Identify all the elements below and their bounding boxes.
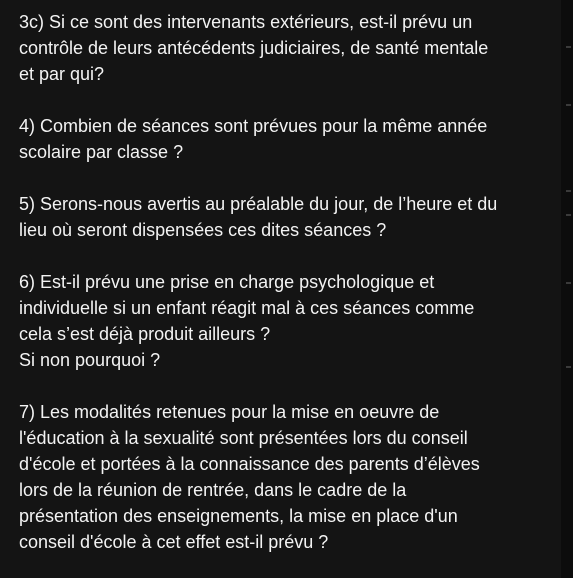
text-line: Si non pourquoi ? bbox=[19, 350, 161, 370]
question-7 bbox=[19, 399, 554, 555]
edge-mark bbox=[566, 214, 571, 216]
question-5 bbox=[19, 191, 554, 243]
edge-mark bbox=[566, 104, 571, 106]
text-line: contrôle de leurs antécédents judiciaires, de santé mentale bbox=[19, 38, 489, 58]
edge-mark bbox=[566, 282, 571, 284]
edge-mark bbox=[566, 366, 571, 368]
text-line: lors de la réunion de rentrée, dans le cadre de la bbox=[19, 480, 407, 500]
question-6 bbox=[19, 269, 554, 373]
question-3c bbox=[19, 9, 554, 87]
text-line: individuelle si un enfant réagit mal à ces séances comme bbox=[19, 298, 475, 318]
text-line: d'école et portées à la connaissance des parents d’élèves bbox=[19, 454, 480, 474]
edge-mark bbox=[566, 46, 571, 48]
text-line: 7) Les modalités retenues pour la mise en oeuvre de bbox=[19, 402, 440, 422]
text-line: lieu où seront dispensées ces dites séances ? bbox=[19, 220, 387, 240]
text-line: 4) Combien de séances sont prévues pour la même année bbox=[19, 116, 488, 136]
text-line: présentation des enseignements, la mise en place d'un bbox=[19, 506, 458, 526]
text-line: et par qui? bbox=[19, 64, 105, 84]
edge-mark bbox=[566, 190, 571, 192]
text-line: conseil d'école à cet effet est-il prévu ? bbox=[19, 532, 329, 552]
text-line: cela s’est déjà produit ailleurs ? bbox=[19, 324, 271, 344]
text-line: l'éducation à la sexualité sont présentées lors du conseil bbox=[19, 428, 468, 448]
question-list bbox=[19, 9, 554, 578]
text-line: 5) Serons-nous avertis au préalable du jour, de l’heure et du bbox=[19, 194, 498, 214]
question-4 bbox=[19, 113, 554, 165]
text-line: 6) Est-il prévu une prise en charge psychologique et bbox=[19, 272, 435, 292]
text-line: scolaire par classe ? bbox=[19, 142, 184, 162]
right-edge-strip bbox=[561, 0, 573, 578]
text-line: 3c) Si ce sont des intervenants extérieurs, est-il prévu un bbox=[19, 12, 473, 32]
